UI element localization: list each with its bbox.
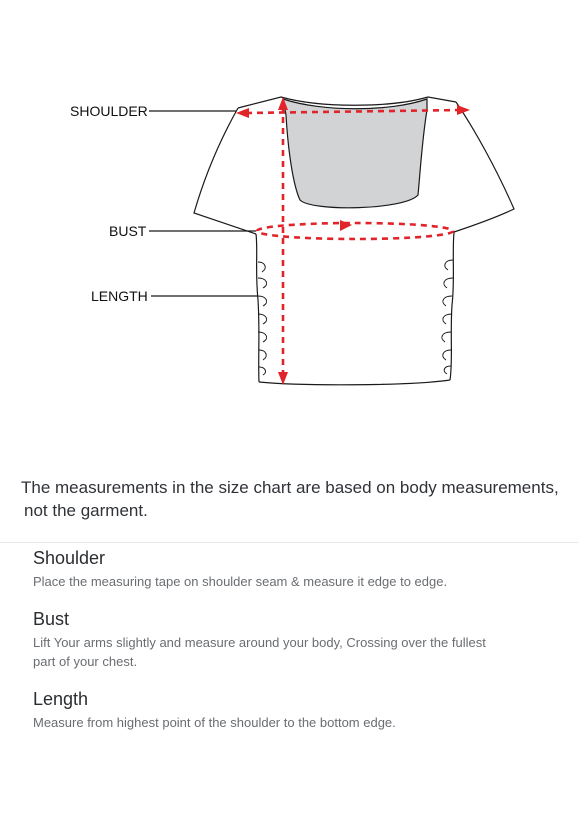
size-chart-note-line1: The measurements in the size chart are based on body measurements, — [21, 478, 559, 497]
left-sleeve — [194, 108, 256, 234]
guide-text-shoulder: Place the measuring tape on shoulder seam & measure it edge to edge. — [33, 574, 448, 589]
guide-text-bust-line1: Lift Your arms slightly and measure around your body, Crossing over the fullest — [33, 635, 486, 650]
bust-label: BUST — [109, 223, 147, 239]
size-chart-note-line2: not the garment. — [24, 501, 148, 520]
bust-measure-loop — [257, 220, 453, 239]
measurement-guide — [33, 546, 553, 732]
section-divider — [0, 542, 578, 543]
size-chart-note — [21, 476, 566, 522]
right-sleeve — [454, 102, 514, 232]
length-label: LENGTH — [91, 288, 148, 304]
shoulder-label: SHOULDER — [70, 103, 148, 119]
guide-title-length: Length — [33, 689, 89, 709]
guide-item-bust — [33, 607, 553, 671]
guide-text-bust-line2: part of your chest. — [33, 654, 138, 669]
right-side-seam — [450, 232, 454, 380]
guide-text-bust — [33, 633, 553, 671]
guide-item-shoulder — [33, 546, 553, 591]
length-measure-line — [278, 97, 288, 385]
hem-line — [259, 380, 450, 385]
guide-text-length: Measure from highest point of the shoulder to the bottom edge. — [33, 715, 396, 730]
guide-item-length — [33, 687, 553, 732]
guide-title-bust: Bust — [33, 609, 70, 629]
left-side-seam — [256, 234, 259, 382]
neckline-panel — [283, 99, 427, 208]
guide-title-shoulder: Shoulder — [33, 548, 106, 568]
